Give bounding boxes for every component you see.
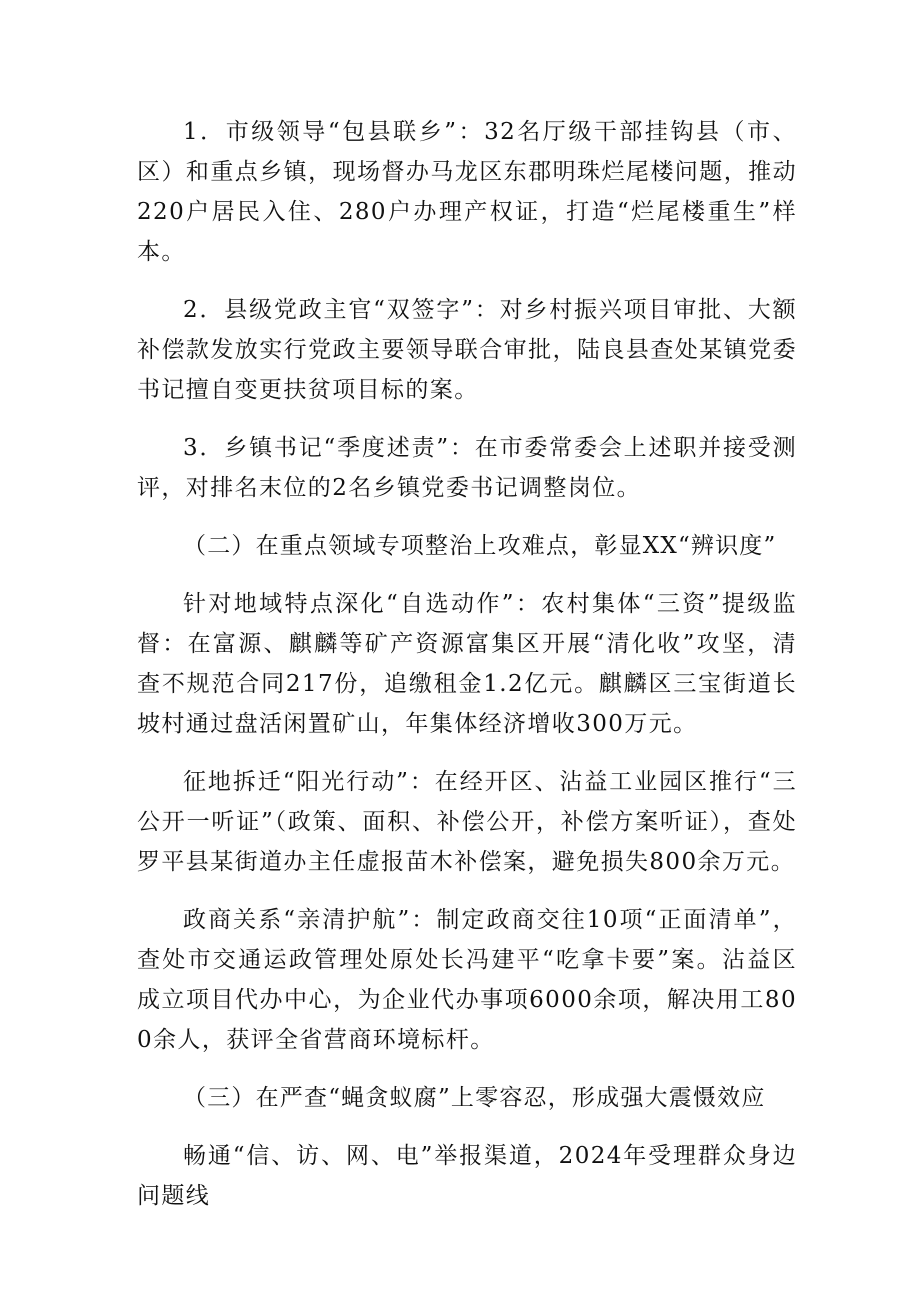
paragraph-gap — [137, 272, 797, 290]
paragraph-2: 2．县级党政主官“双签字”：对乡村振兴项目审批、大额补偿款发放实行党政主要领导联合审批，陆良县查处某镇党委书记擅自变更扶贫项目标的案。 — [137, 297, 797, 403]
paragraph-7: 畅通“信、访、网、电”举报渠道，2024年受理群众身边问题线 — [137, 1143, 797, 1209]
paragraph-gap — [137, 882, 797, 900]
paragraph-gap — [137, 1060, 797, 1078]
document-body — [137, 112, 797, 1216]
paragraph-gap — [137, 744, 797, 762]
paragraph-gap — [137, 566, 797, 584]
paragraph-6: 政商关系“亲清护航”：制定政商交往10项“正面清单”，查处市交通运政管理处原处长冯建平“吃拿卡要”案。沾益区成立项目代办中心，为企业代办事项6000余项，解决用工800余人，获评全省营商环境标杆。 — [137, 907, 797, 1053]
paragraph-3: 3．乡镇书记“季度述责”：在市委常委会上述职并接受测评，对排名末位的2名乡镇党委书记调整岗位。 — [137, 435, 797, 501]
paragraph-1: 1．市级领导“包县联乡”：32名厅级干部挂钩县（市、区）和重点乡镇，现场督办马龙区东郡明珠烂尾楼问题，推动220户居民入住、280户办理产权证，打造“烂尾楼重生”样本。 — [137, 119, 797, 265]
paragraph-gap — [137, 508, 797, 526]
paragraph-5: 征地拆迁“阳光行动”：在经开区、沾益工业园区推行“三公开一听证”（政策、面积、补偿公开，补偿方案听证），查处罗平县某街道办主任虚报苗木补偿案，避免损失800余万元。 — [137, 769, 797, 875]
section-heading-2: （二）在重点领域专项整治上攻难点，彰显XX“辨识度” — [183, 533, 777, 559]
section-heading-3: （三）在严查“蝇贪蚁腐”上零容忍，形成强大震慑效应 — [183, 1085, 766, 1111]
paragraph-gap — [137, 1118, 797, 1136]
paragraph-4: 针对地域特点深化“自选动作”：农村集体“三资”提级监督：在富源、麒麟等矿产资源富集区开展“清化收”攻坚，清查不规范合同217份，追缴租金1.2亿元。麒麟区三宝街道长坡村通过盘活闲置矿山，年集体经济增收300万元。 — [137, 591, 797, 737]
paragraph-gap — [137, 410, 797, 428]
